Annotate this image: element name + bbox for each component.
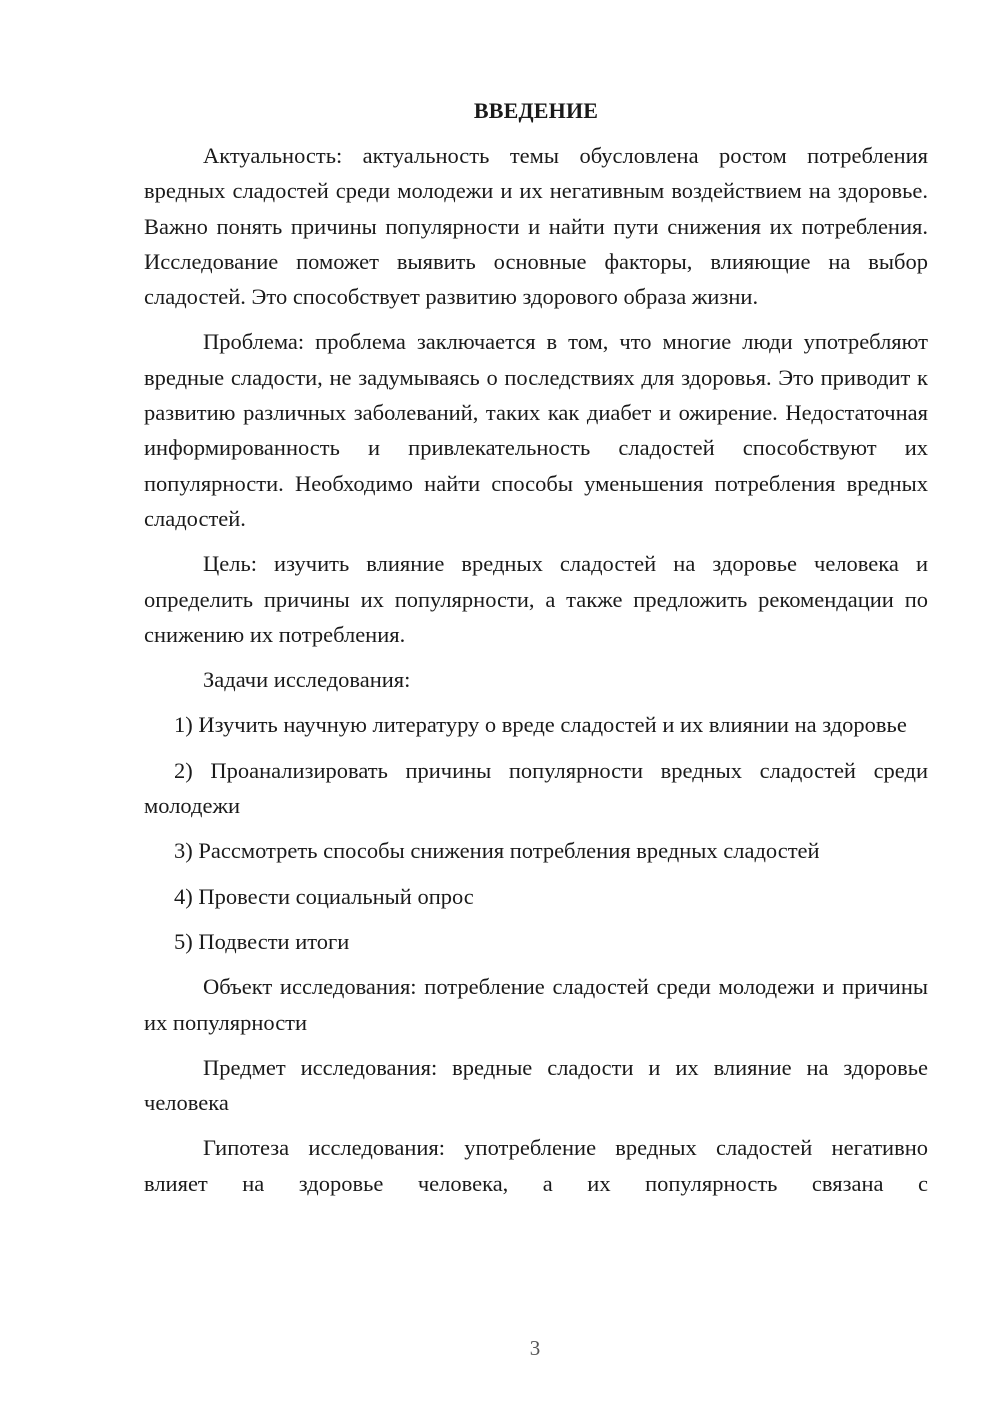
goal-paragraph: Цель: изучить влияние вредных сладостей на здоровье человека и определить причины их популярности, а также предложить рекомендации по снижению их потребления. bbox=[144, 551, 928, 647]
problem-paragraph: Проблема: проблема заключается в том, что многие люди употребляют вредные сладости, не задумываясь о последствиях для здоровья. Это приводит к развитию различных заболеваний, таких как диабет и ожирение. Недостаточная информированность и привлекательность сладостей способствуют их популярности. Необходимо найти способы уменьшения потребления вредных сладостей. bbox=[144, 329, 928, 531]
task-item-3: 3) Рассмотреть способы снижения потребления вредных сладостей bbox=[174, 838, 820, 864]
hypothesis-paragraph: Гипотеза исследования: употребление вредных сладостей негативно влияет на здоровье человека, а их популярность связана с bbox=[144, 1135, 928, 1196]
task-item-2: 2) Проанализировать причины популярности вредных сладостей среди молодежи bbox=[144, 757, 928, 819]
page-number: 3 bbox=[529, 1336, 541, 1360]
document-page bbox=[144, 95, 928, 1201]
task-item-1: 1) Изучить научную литературу о вреде сладостей и их влиянии на здоровье bbox=[174, 712, 907, 738]
tasks-title: Задачи исследования: bbox=[203, 667, 411, 693]
task-item-4: 4) Провести социальный опрос bbox=[174, 883, 474, 909]
subject-paragraph: Предмет исследования: вредные сладости и их влияние на здоровье человека bbox=[144, 1054, 928, 1116]
object-paragraph: Объект исследования: потребление сладостей среди молодежи и причины их популярности bbox=[144, 974, 928, 1035]
relevance-paragraph: Актуальность: актуальность темы обусловлена ростом потребления вредных сладостей среди молодежи и их негативным воздействием на здоровье. Важно понять причины популярности и найти пути снижения их потребления. Исследование поможет выявить основные факторы, влияющие на выбор сладостей. Это способствует развитию здорового образа жизни. bbox=[144, 143, 928, 310]
section-heading: ВВЕДЕНИЕ bbox=[473, 98, 599, 123]
task-item-5: 5) Подвести итоги bbox=[174, 928, 350, 954]
